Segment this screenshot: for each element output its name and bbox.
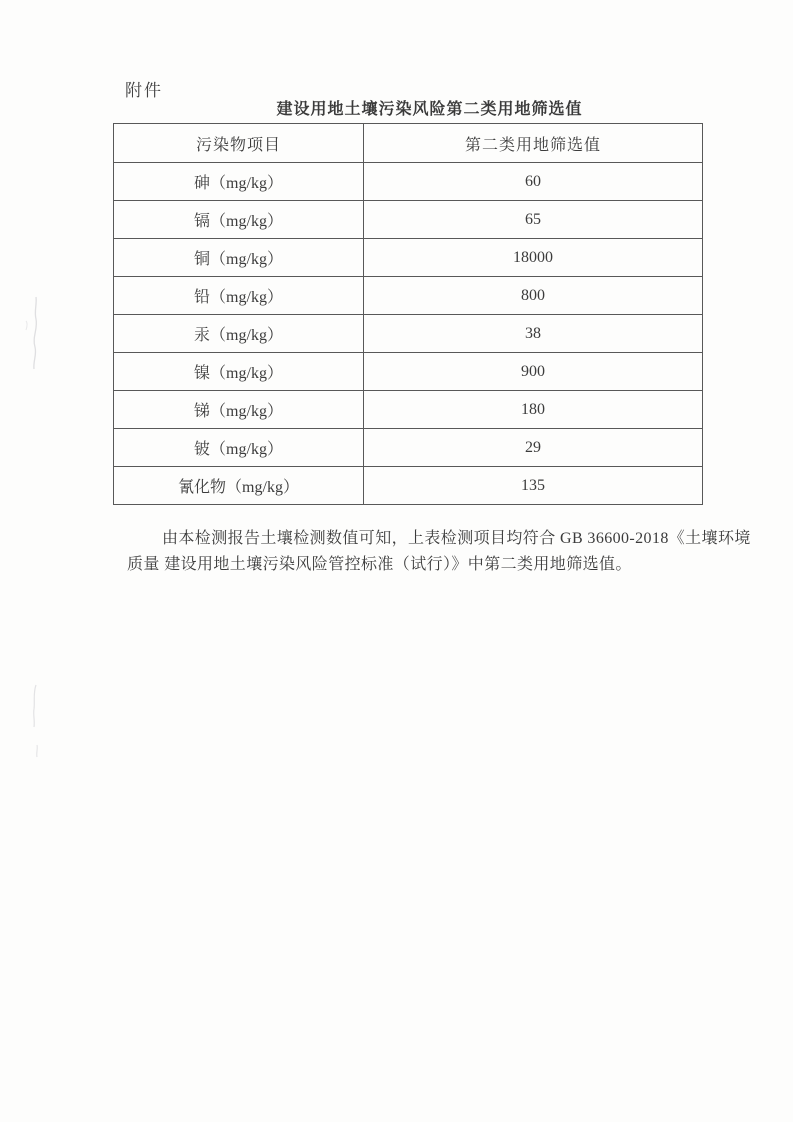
table-row bbox=[114, 467, 703, 505]
pollutant-cell: 镉（mg/kg） bbox=[114, 201, 364, 239]
attachment-label: 附件 bbox=[125, 81, 163, 100]
pollutant-cell: 砷（mg/kg） bbox=[114, 163, 364, 201]
closing-paragraph bbox=[127, 526, 772, 578]
value-cell: 65 bbox=[364, 201, 703, 239]
scan-smudge-lower bbox=[26, 683, 48, 763]
value-cell: 18000 bbox=[364, 239, 703, 277]
table-row bbox=[114, 277, 703, 315]
column-header-screening-value: 第二类用地筛选值 bbox=[364, 124, 703, 163]
table-row bbox=[114, 315, 703, 353]
table-row bbox=[114, 201, 703, 239]
pollutant-cell: 铅（mg/kg） bbox=[114, 277, 364, 315]
table-title: 建设用地土壤污染风险第二类用地筛选值 bbox=[276, 101, 583, 118]
value-cell: 38 bbox=[364, 315, 703, 353]
table-row bbox=[114, 239, 703, 277]
table-body bbox=[114, 163, 703, 505]
table-row bbox=[114, 429, 703, 467]
pollutant-cell: 锑（mg/kg） bbox=[114, 391, 364, 429]
pollutant-cell: 铍（mg/kg） bbox=[114, 429, 364, 467]
value-cell: 800 bbox=[364, 277, 703, 315]
pollutant-cell: 镍（mg/kg） bbox=[114, 353, 364, 391]
table-row bbox=[114, 353, 703, 391]
pollutant-cell: 氰化物（mg/kg） bbox=[114, 467, 364, 505]
table-row bbox=[114, 163, 703, 201]
pollutant-cell: 铜（mg/kg） bbox=[114, 239, 364, 277]
value-cell: 29 bbox=[364, 429, 703, 467]
pollutant-cell: 汞（mg/kg） bbox=[114, 315, 364, 353]
column-header-pollutant: 污染物项目 bbox=[114, 124, 364, 163]
value-cell: 60 bbox=[364, 163, 703, 201]
table-header-row bbox=[114, 124, 703, 163]
table-row bbox=[114, 391, 703, 429]
paragraph-line: 质量 建设用地土壤污染风险管控标准（试行）》中第二类用地筛选值。 bbox=[127, 556, 632, 573]
value-cell: 900 bbox=[364, 353, 703, 391]
value-cell: 180 bbox=[364, 391, 703, 429]
scan-smudge-upper bbox=[22, 293, 52, 373]
value-cell: 135 bbox=[364, 467, 703, 505]
screening-values-table bbox=[113, 123, 703, 505]
paragraph-line: 由本检测报告土壤检测数值可知，上表检测项目均符合 GB 36600-2018《土壤环境 bbox=[162, 530, 751, 547]
